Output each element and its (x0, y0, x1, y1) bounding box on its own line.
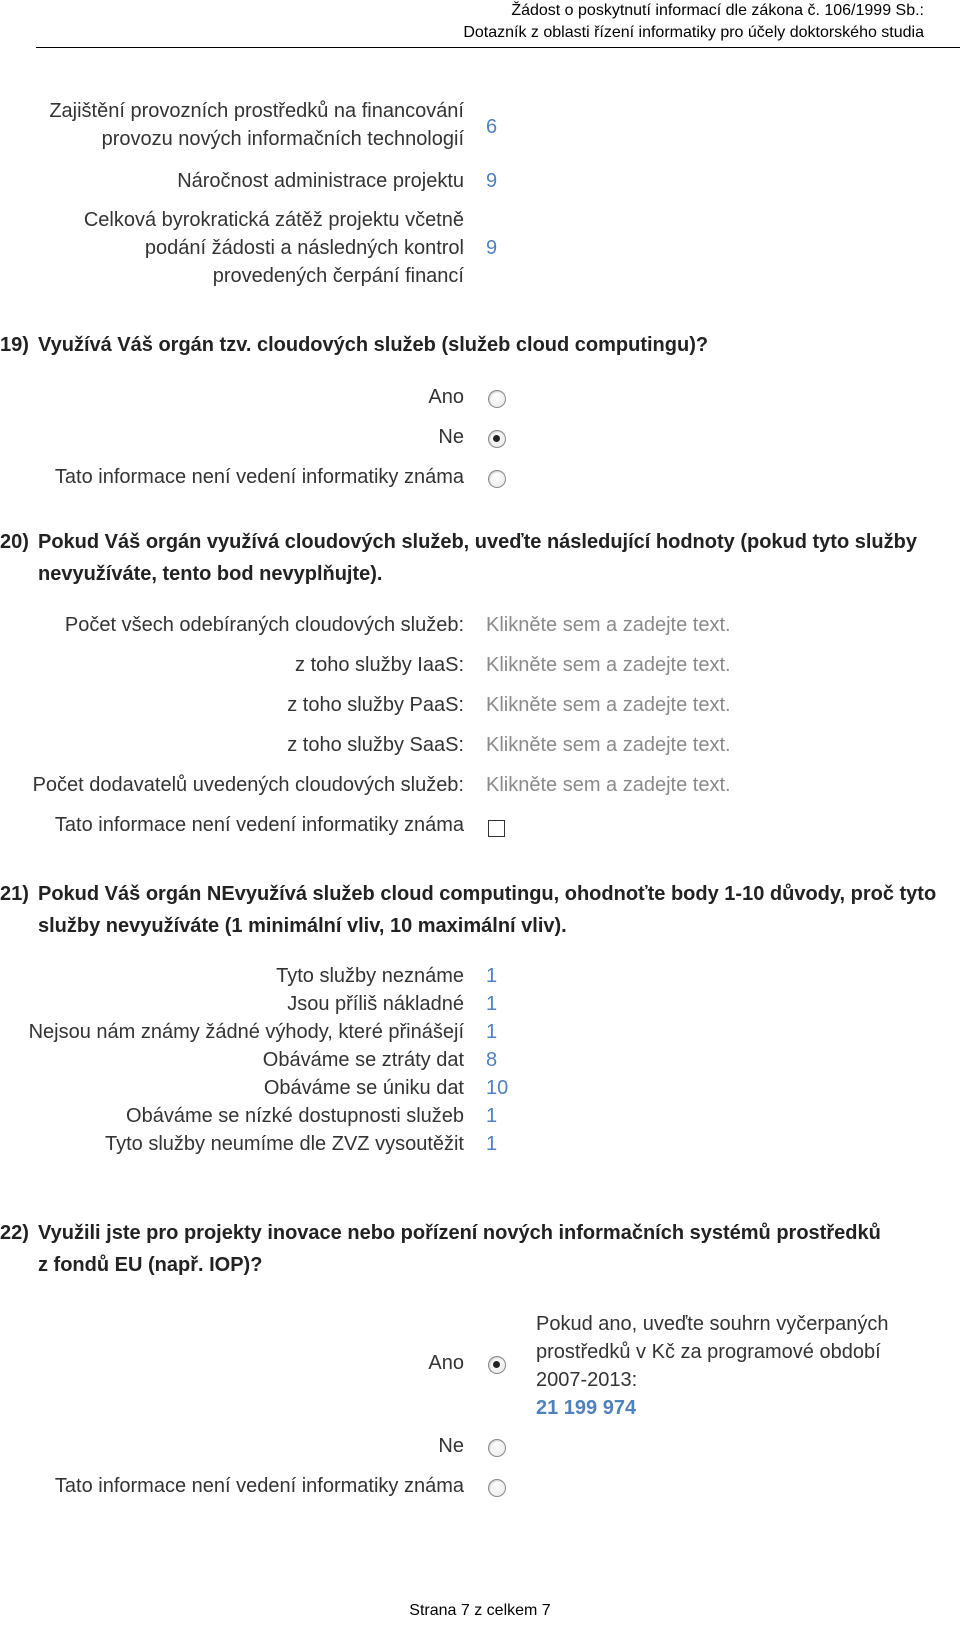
q22-amount-note (536, 1310, 936, 1394)
rating-label-bureaucracy-line3: provedených čerpání financí (212, 265, 464, 287)
q21-label-procurement: Tyto služby neumíme dle ZVZ vysoutěžit (104, 1133, 464, 1155)
q20-field-saas-label: z toho služby SaaS: (287, 734, 464, 756)
q21-label-data-leak: Obáváme se úniku dat (263, 1077, 464, 1099)
question-21-number: 21) (0, 883, 29, 905)
question-21-text-line1: Pokud Váš orgán NEvyužívá služeb cloud computingu, ohodnoťte body 1-10 důvody, proč tyto (38, 883, 937, 905)
q20-field-total-label: Počet všech odebíraných cloudových služeb: (64, 614, 464, 636)
q22-amount-note-line3: 2007-2013: (536, 1369, 638, 1391)
header-subtitle: Dotazník z oblasti řízení informatiky pro účely doktorského studia (463, 24, 924, 41)
question-22-text-line1: Využili jste pro projekty inovace nebo pořízení nových informačních systémů prostředků (38, 1222, 881, 1244)
q22-amount-note-line1: Pokud ano, uveďte souhrn vyčerpaných (536, 1313, 889, 1335)
q22-option-yes-radio[interactable] (488, 1356, 506, 1374)
question-20-text-line1: Pokud Váš orgán využívá cloudových služeb, uveďte následující hodnoty (pokud tyto služby (38, 531, 917, 553)
question-20-text-line2: nevyužíváte, tento bod nevyplňujte). (38, 563, 383, 585)
q20-field-iaas-input[interactable]: Klikněte sem a zadejte text. (486, 654, 731, 676)
rating-label-bureaucracy-line1: Celková byrokratická zátěž projektu včetně (83, 209, 464, 231)
rating-label-admin-difficulty: Náročnost administrace projektu (177, 170, 464, 192)
q20-field-saas-input[interactable]: Klikněte sem a zadejte text. (486, 734, 731, 756)
q19-option-unknown-label: Tato informace není vedení informatiky známa (54, 466, 464, 488)
q19-option-yes-radio[interactable] (488, 390, 506, 408)
q22-option-no-label: Ne (438, 1435, 464, 1457)
q20-field-iaas-label: z toho služby IaaS: (295, 654, 464, 676)
q21-value-procurement[interactable]: 1 (486, 1133, 498, 1155)
rating-label-operating-funds-line2: provozu nových informačních technologií (101, 128, 464, 150)
q21-label-low-availability: Obáváme se nízké dostupnosti služeb (126, 1105, 464, 1127)
question-20-number: 20) (0, 531, 29, 553)
q21-value-unknown-services[interactable]: 1 (486, 965, 498, 987)
question-22-number: 22) (0, 1222, 29, 1244)
q21-value-too-expensive[interactable]: 1 (486, 993, 498, 1015)
q20-field-paas-input[interactable]: Klikněte sem a zadejte text. (486, 694, 731, 716)
question-19-text: Využívá Váš orgán tzv. cloudových služeb (služeb cloud computingu)? (38, 334, 709, 356)
q22-amount-value[interactable]: 21 199 974 (536, 1397, 637, 1419)
q19-option-yes-label: Ano (428, 386, 464, 408)
rating-label-operating-funds-line1: Zajištění provozních prostředků na financování (49, 100, 464, 122)
q22-option-no-radio[interactable] (488, 1439, 506, 1457)
question-21-text-line2: služby nevyužíváte (1 minimální vliv, 10 maximální vliv). (38, 915, 567, 937)
q20-field-suppliers-input[interactable]: Klikněte sem a zadejte text. (486, 774, 731, 796)
question-19-number: 19) (0, 334, 29, 356)
q19-option-no-label: Ne (438, 426, 464, 448)
q21-value-data-loss[interactable]: 8 (486, 1049, 498, 1071)
question-20 (0, 526, 940, 590)
q21-label-too-expensive: Jsou příliš nákladné (287, 993, 464, 1015)
q20-field-suppliers-label: Počet dodavatelů uvedených cloudových služeb: (32, 774, 464, 796)
q19-option-unknown-radio[interactable] (488, 470, 506, 488)
rating-value-admin-difficulty[interactable]: 9 (486, 170, 498, 192)
q21-label-no-benefits: Nejsou nám známy žádné výhody, které přinášejí (28, 1021, 464, 1043)
q21-value-low-availability[interactable]: 1 (486, 1105, 498, 1127)
q21-value-no-benefits[interactable]: 1 (486, 1021, 498, 1043)
q22-amount-note-line2: prostředků v Kč za programové období (536, 1341, 881, 1363)
q20-unknown-label: Tato informace není vedení informatiky známa (54, 814, 464, 836)
q22-option-unknown-label: Tato informace není vedení informatiky známa (54, 1475, 464, 1497)
q21-value-data-leak[interactable]: 10 (486, 1077, 509, 1099)
question-19 (0, 329, 940, 361)
q19-option-no-radio[interactable] (488, 430, 506, 448)
rating-label-bureaucracy-line2: podání žádosti a následných kontrol (144, 237, 464, 259)
q21-label-data-loss: Obáváme se ztráty dat (262, 1049, 464, 1071)
q22-option-yes-label: Ano (428, 1352, 464, 1374)
rating-value-bureaucracy[interactable]: 9 (486, 237, 498, 259)
header-title: Žádost o poskytnutí informací dle zákona č. 106/1999 Sb.: (511, 2, 924, 19)
rating-value-operating-funds[interactable]: 6 (486, 116, 498, 138)
q20-unknown-checkbox[interactable] (488, 820, 505, 837)
q22-option-unknown-radio[interactable] (488, 1479, 506, 1497)
q20-field-total-input[interactable]: Klikněte sem a zadejte text. (486, 614, 731, 636)
q21-label-unknown-services: Tyto služby neznáme (276, 965, 464, 987)
question-22 (0, 1217, 940, 1281)
question-22-text-line2: z fondů EU (např. IOP)? (38, 1254, 263, 1276)
question-21 (0, 878, 940, 942)
q20-field-paas-label: z toho služby PaaS: (287, 694, 464, 716)
page-number: Strana 7 z celkem 7 (409, 1602, 551, 1619)
header-divider (36, 47, 960, 48)
